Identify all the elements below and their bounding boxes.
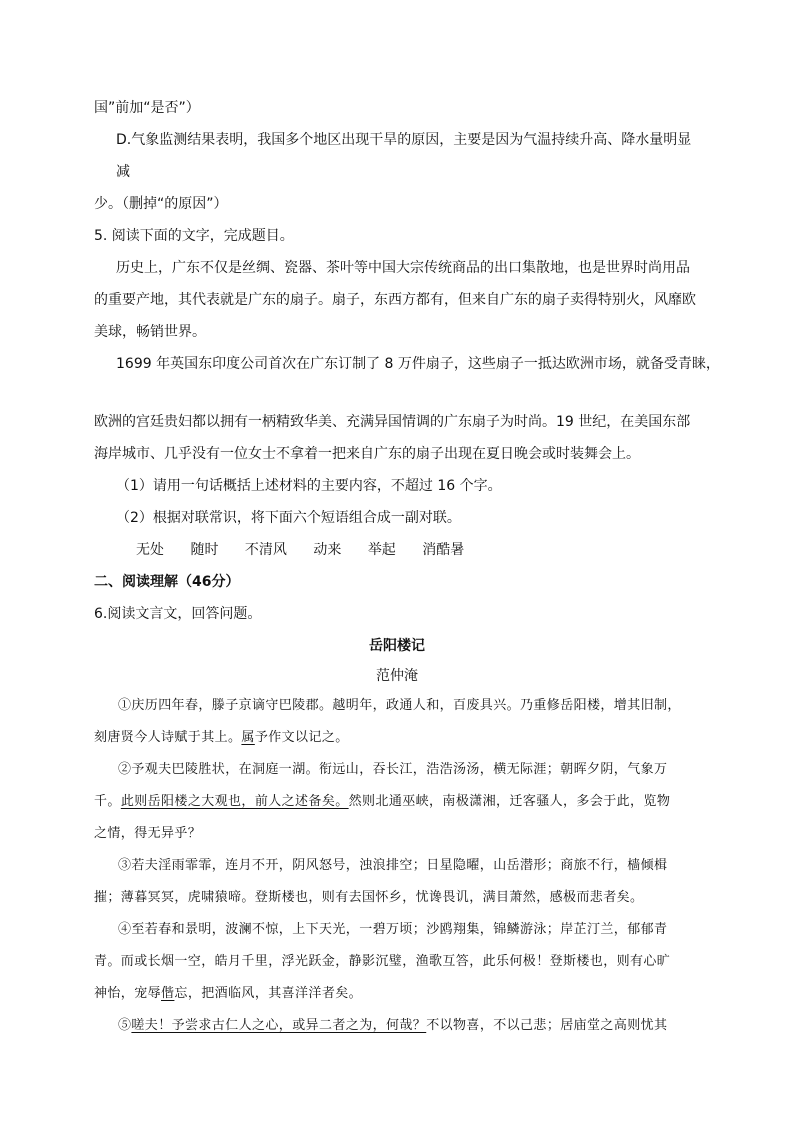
passage-text: 不以物喜，不以己悲；居庙堂之高则忧其 [426,1018,668,1033]
passage-line [118,1016,738,1036]
passage-text: 然则北通巫峡，南极潇湘，迁客骚人，多会于此，览物 [348,794,671,809]
passage-line [94,792,714,812]
underlined-text: 此则岳阳楼之大观也，前人之述备矣。 [120,794,349,809]
passage-text: 予作文以记之。 [254,730,349,745]
passage-text: 神怡，宠辱 [94,986,162,1001]
text-line: 国”前加“是否”） [94,100,200,116]
phrase-item: 举起 [367,542,396,558]
option-d-line: D.气象监测结果表明，我国多个地区出现干旱的原因，主要是因为气温持续升高、降水量明显 [116,132,692,148]
phrase-item: 动来 [313,542,342,558]
phrase-item: 不清风 [244,542,287,558]
passage-line: 青。而或长烟一空，皓月千里，浮光跃金，静影沉璧，渔歌互答，此乐何极！登斯楼也，则有心旷 [94,954,671,969]
passage-text: 忘，把酒临风，其喜洋洋者矣。 [174,986,363,1001]
passage-line: 摧；薄暮冥冥，虎啸猿啼。登斯楼也，则有去国怀乡，忧谗畏讥，满目萧然，感极而悲者矣。 [94,890,644,905]
paragraph-line: 1699 年英国东印度公司首次在广东订制了 8 万件扇子，这些扇子一抵达欧洲市场，就备受青睐， [116,356,720,372]
passage-line: ④至若春和景明，波澜不惊，上下天光，一碧万顷；沙鸥翔集，锦鳞游泳；岸芷汀兰，郁郁青 [118,922,668,937]
question-6-heading: 6.阅读文言文，回答问题。 [94,606,262,622]
phrase-item: 无处 [136,542,164,558]
text-line: 少。（删掉“的原因”） [94,196,228,212]
sub-question-2: （2）根据对联常识，将下面六个短语组合成一副对联。 [116,510,461,526]
sub-question-1: （1）请用一句话概括上述材料的主要内容，不超过 16 个字。 [116,478,502,494]
phrase-item: 随时 [190,542,219,558]
phrase-item: 消酷暑 [422,542,465,558]
passage-line [94,984,714,1004]
passage-line: ②予观夫巴陵胜状，在洞庭一湖。衔远山，吞长江，浩浩汤汤，横无际涯；朝晖夕阴，气象万 [118,762,668,777]
paragraph-line: 欧洲的宫廷贵妇都以拥有一柄精致华美、充满异国情调的广东扇子为时尚。19 世纪，在美国东部 [94,414,691,430]
passage-line: 之情，得无异乎？ [94,826,202,841]
passage-text: ⑤ [118,1018,132,1033]
paragraph-line: 美球，畅销世界。 [94,324,206,340]
paragraph-line: 历史上，广东不仅是丝绸、瓷器、茶叶等中国大宗传统商品的出口集散地，也是世界时尚用品 [116,260,690,276]
passage-line [94,728,714,748]
passage-title: 岳阳楼记 [369,638,425,654]
text-line: 减 [116,164,130,180]
section-heading: 二、阅读理解（46分） [94,574,240,590]
paragraph-line: 的重要产地，其代表就是广东的扇子。扇子，东西方都有，但来自广东的扇子卖得特别火，风靡欧 [94,292,696,308]
passage-line: ③若夫淫雨霏霏，连月不开，阴风怒号，浊浪排空；日星隐曜，山岳潜形；商旅不行，樯倾楫 [118,858,668,873]
question-5-heading: 5. 阅读下面的文字，完成题目。 [94,228,294,244]
paragraph-line: 海岸城市、几乎没有一位女士不拿着一把来自广东的扇子出现在夏日晚会或时装舞会上。 [94,446,640,462]
passage-text: 刻唐贤今人诗赋于其上。 [94,730,242,745]
phrase-list [136,540,756,560]
passage-line: ①庆历四年春，滕子京谪守巴陵郡。越明年，政通人和，百废具兴。乃重修岳阳楼，增其旧制， [118,698,681,713]
underlined-text: 嗟夫！予尝求古仁人之心，或异二者之为，何哉？ [131,1018,427,1033]
passage-text: 千。 [94,794,121,809]
passage-author: 范仲淹 [376,668,418,684]
underlined-text: 偕 [161,986,175,1001]
underlined-text: 属 [241,730,255,745]
